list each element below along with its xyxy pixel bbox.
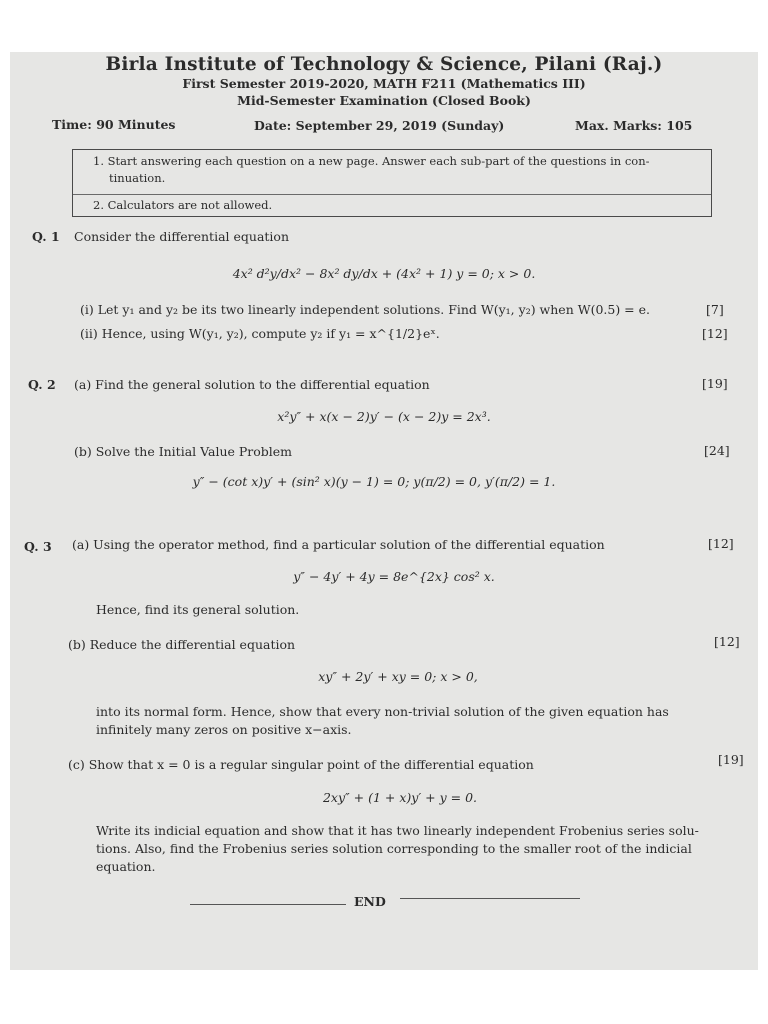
instruction-1-line-1: 1. Start answering each question on a new page. Answer each sub-part of the questions in con- [93, 154, 650, 168]
q2b-marks: [24] [704, 443, 730, 458]
end-rule-right [400, 898, 580, 899]
q2b-equation: y″ − (cot x)y′ + (sin² x)(y − 1) = 0; y(π/2) = 0, y′(π/2) = 1. [192, 474, 556, 489]
q3b-prompt: (b) Reduce the differential equation [68, 637, 296, 652]
q1-part-i-marks: [7] [706, 302, 724, 317]
q3c-prompt: (c) Show that x = 0 is a regular singular point of the differential equation [68, 757, 534, 772]
exam-paper [10, 52, 758, 970]
exam-date: Date: September 29, 2019 (Sunday) [254, 118, 505, 133]
course-line: First Semester 2019-2020, MATH F211 (Mathematics III) [182, 76, 586, 91]
q1-part-ii: (ii) Hence, using W(y₁, y₂), compute y₂ if y₁ = x^{1/2}eˣ. [80, 326, 440, 341]
max-marks: Max. Marks: 105 [575, 118, 693, 133]
q2b-prompt: (b) Solve the Initial Value Problem [74, 444, 293, 459]
q3c-equation: 2xy″ + (1 + x)y′ + y = 0. [322, 790, 478, 805]
q3b-marks: [12] [714, 634, 740, 649]
end-marker: END [354, 894, 386, 909]
instructions-box [72, 149, 712, 217]
q1-part-ii-marks: [12] [702, 326, 728, 341]
q3c-follow-line-1: Write its indicial equation and show that it has two linearly independent Frobenius series solu- [96, 823, 699, 838]
q2-label: Q. 2 [28, 377, 56, 392]
instruction-2: 2. Calculators are not allowed. [93, 198, 273, 212]
q3a-equation: y″ − 4y′ + 4y = 8e^{2x} cos² x. [293, 569, 495, 584]
q3b-follow-line-1: into its normal form. Hence, show that every non-trivial solution of the given equation has [96, 704, 669, 719]
instruction-1-line-2: tinuation. [109, 171, 166, 185]
q3c-marks: [19] [718, 752, 744, 767]
q3c-follow-line-3: equation. [96, 859, 156, 874]
q3a-follow: Hence, find its general solution. [96, 602, 300, 617]
instructions-divider [73, 194, 711, 195]
q3c-follow-line-2: tions. Also, find the Frobenius series solution corresponding to the smaller root of the indicial [96, 841, 692, 856]
end-rule-left [190, 904, 346, 905]
q1-equation: 4x² d²y/dx² − 8x² dy/dx + (4x² + 1) y = 0; x > 0. [232, 266, 536, 281]
exam-type: Mid-Semester Examination (Closed Book) [237, 93, 531, 108]
exam-time: Time: 90 Minutes [52, 117, 176, 132]
q3a-marks: [12] [708, 536, 734, 551]
q2a-marks: [19] [702, 376, 728, 391]
q1-prompt: Consider the differential equation [74, 229, 289, 244]
q1-part-i: (i) Let y₁ and y₂ be its two linearly independent solutions. Find W(y₁, y₂) when W(0.5) = e. [80, 302, 650, 317]
q3-label: Q. 3 [24, 539, 52, 554]
institute-title: Birla Institute of Technology & Science, Pilani (Raj.) [105, 54, 663, 75]
q2a-equation: x²y″ + x(x − 2)y′ − (x − 2)y = 2x³. [277, 409, 491, 424]
q1-label: Q. 1 [32, 229, 60, 244]
q2a-prompt: (a) Find the general solution to the differential equation [74, 377, 430, 392]
q3b-follow-line-2: infinitely many zeros on positive x−axis. [96, 722, 352, 737]
q3a-prompt: (a) Using the operator method, find a particular solution of the differential equation [72, 537, 605, 552]
q3b-equation: xy″ + 2y′ + xy = 0; x > 0, [318, 669, 478, 684]
